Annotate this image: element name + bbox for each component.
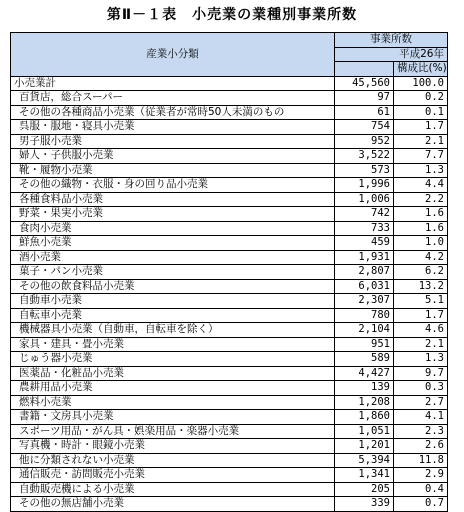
table-row [11,120,448,135]
row-count: 573 [335,163,394,178]
row-name: 小売業計 [11,76,335,91]
row-count: 952 [335,134,394,149]
table-row [11,323,448,338]
row-name: 自動車小売業 [11,294,335,309]
row-ratio: 0.1 [394,105,448,120]
table-row [11,265,448,280]
header-group: 事業所数 [335,33,448,48]
row-ratio: 1.7 [394,308,448,323]
row-name: 農耕用品小売業 [11,381,335,396]
row-name: 男子服小売業 [11,134,335,149]
row-name: その他の飲食料品小売業 [11,279,335,294]
table-title: 第Ⅱ－１表 小売業の業種別事業所数 [106,7,358,23]
header-category: 産業小分類 [11,33,335,77]
table-row [11,468,448,483]
table-row [11,178,448,193]
row-name: じゅう器小売業 [11,352,335,367]
row-name: 医薬品・化粧品小売業 [11,366,335,381]
row-count: 5,394 [335,453,394,468]
row-name: 機械器具小売業（自動車，自転車を除く） [11,323,335,338]
row-count: 742 [335,207,394,222]
row-count: 1,996 [335,178,394,193]
row-count: 3,522 [335,149,394,164]
table-row [11,294,448,309]
table-row [11,105,448,120]
row-count: 1,208 [335,395,394,410]
row-ratio: 0.4 [394,482,448,497]
row-count: 2,104 [335,323,394,338]
row-name: 酒小売業 [11,250,335,265]
row-name: 靴・履物小売業 [11,163,335,178]
row-name: 書籍・文房具小売業 [11,410,335,425]
table-row [11,163,448,178]
table-row [11,279,448,294]
row-name: 他に分類されない小売業 [11,453,335,468]
row-ratio: 2.7 [394,395,448,410]
row-ratio: 1.3 [394,352,448,367]
row-name: 各種食料品小売業 [11,192,335,207]
table-row [11,149,448,164]
table-row [11,221,448,236]
table-row [11,410,448,425]
row-ratio: 6.2 [394,265,448,280]
table-row [11,352,448,367]
row-ratio: 2.6 [394,439,448,454]
row-count: 780 [335,308,394,323]
row-count: 2,807 [335,265,394,280]
row-ratio: 5.1 [394,294,448,309]
row-ratio: 2.9 [394,468,448,483]
table-row [11,207,448,222]
row-count: 61 [335,105,394,120]
row-name: 鮮魚小売業 [11,236,335,251]
row-count: 205 [335,482,394,497]
row-name: 野菜・果実小売業 [11,207,335,222]
row-ratio: 2.2 [394,192,448,207]
row-name: 通信販売・訪問販売小売業 [11,468,335,483]
row-name: 自動販売機による小売業 [11,482,335,497]
row-ratio: 2.1 [394,134,448,149]
row-count: 733 [335,221,394,236]
row-count: 1,931 [335,250,394,265]
row-name: 燃料小売業 [11,395,335,410]
table-row [11,395,448,410]
row-count: 45,560 [335,76,394,91]
row-count: 589 [335,352,394,367]
row-ratio: 0.3 [394,381,448,396]
table-row [11,337,448,352]
table-row [11,308,448,323]
row-count: 1,006 [335,192,394,207]
row-name: その他の各種商品小売業（従業者が常時50人未満のもの [11,105,335,120]
row-ratio: 100.0 [394,76,448,91]
row-name: 写真機・時計・眼鏡小売業 [11,439,335,454]
row-name: その他の織物・衣服・身の回り品小売業 [11,178,335,193]
row-count: 339 [335,497,394,512]
table-row [11,91,448,106]
row-ratio: 0.2 [394,91,448,106]
row-count: 459 [335,236,394,251]
row-count: 1,051 [335,424,394,439]
row-ratio: 7.7 [394,149,448,164]
row-ratio: 4.2 [394,250,448,265]
row-name: その他の無店舗小売業 [11,497,335,512]
table-row [11,250,448,265]
row-ratio: 1.3 [394,163,448,178]
row-count: 97 [335,91,394,106]
row-name: 婦人・子供服小売業 [11,149,335,164]
header-ratio: 構成比(%) [394,62,448,77]
row-name: 食肉小売業 [11,221,335,236]
row-name: 百貨店，総合スーパー [11,91,335,106]
row-ratio: 2.3 [394,424,448,439]
row-count: 4,427 [335,366,394,381]
row-ratio: 1.6 [394,207,448,222]
row-count: 139 [335,381,394,396]
row-ratio: 1.6 [394,221,448,236]
row-name: 呉服・服地・寝具小売業 [11,120,335,135]
table-row [11,134,448,149]
row-name: 家具・建具・畳小売業 [11,337,335,352]
row-ratio: 4.6 [394,323,448,338]
table-row [11,381,448,396]
table-row [11,366,448,381]
table-row-total [11,76,448,91]
row-ratio: 4.1 [394,410,448,425]
row-ratio: 0.7 [394,497,448,512]
table-row [11,236,448,251]
row-count: 1,341 [335,468,394,483]
header-count-spacer [335,62,394,77]
table-row [11,192,448,207]
row-ratio: 13.2 [394,279,448,294]
row-count: 2,307 [335,294,394,309]
row-count: 1,860 [335,410,394,425]
row-ratio: 1.0 [394,236,448,251]
table-row [11,453,448,468]
row-ratio: 2.1 [394,337,448,352]
establishments-table [10,32,448,512]
row-name: 自転車小売業 [11,308,335,323]
table-row [11,497,448,512]
header-year: 平成26年 [335,47,448,62]
row-ratio: 4.4 [394,178,448,193]
table-row [11,439,448,454]
row-name: 菓子・パン小売業 [11,265,335,280]
row-ratio: 9.7 [394,366,448,381]
row-ratio: 11.8 [394,453,448,468]
row-count: 951 [335,337,394,352]
table-row [11,424,448,439]
table-row [11,482,448,497]
row-count: 1,201 [335,439,394,454]
row-name: スポーツ用品・がん具・娯楽用品・楽器小売業 [11,424,335,439]
row-count: 754 [335,120,394,135]
row-ratio: 1.7 [394,120,448,135]
row-count: 6,031 [335,279,394,294]
